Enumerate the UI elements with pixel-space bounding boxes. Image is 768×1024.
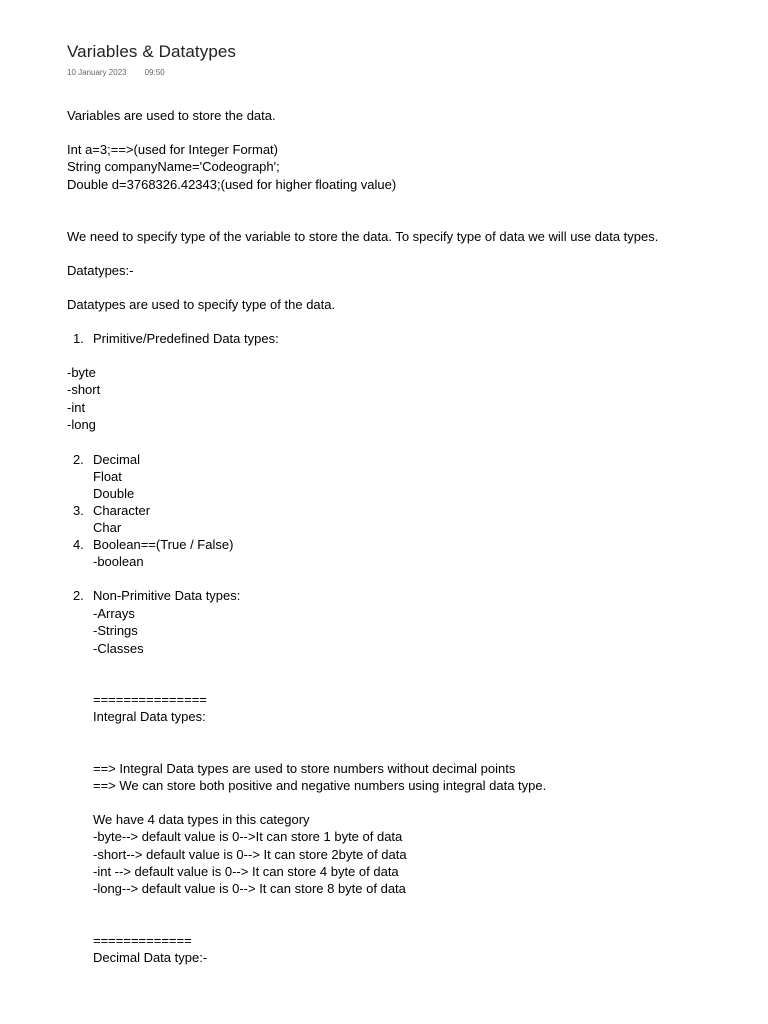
example-double: Double d=3768326.42343;(used for higher floating value): [67, 177, 397, 192]
example-int: Int a=3;==>(used for Integer Format): [67, 142, 279, 157]
separator: =============: [93, 933, 192, 948]
specify-type-text: We need to specify type of the variable to store the data. To specify type of data we will use data types.: [67, 229, 659, 244]
type-char: Char: [93, 520, 122, 535]
integral-description: ==> Integral Data types are used to store numbers without decimal points: [93, 761, 516, 776]
type-double: Double: [93, 486, 135, 501]
type-byte: -byte: [67, 365, 96, 380]
datatypes-heading: Datatypes:-: [67, 263, 134, 278]
intro-text: Variables are used to store the data.: [67, 108, 276, 123]
note-title[interactable]: Variables & Datatypes: [67, 42, 237, 61]
byte-info: -byte--> default value is 0-->It can store 1 byte of data: [93, 829, 403, 844]
datatypes-definition: Datatypes are used to specify type of the data.: [67, 297, 336, 312]
list-number: 4.: [73, 537, 84, 552]
long-info: -long--> default value is 0--> It can store 8 byte of data: [93, 881, 406, 896]
category-count: We have 4 data types in this category: [93, 812, 310, 827]
list-number: 2.: [73, 588, 84, 603]
type-boolean: -boolean: [93, 554, 144, 569]
example-string: String companyName='Codeograph';: [67, 159, 280, 174]
list-item-non-primitive: Non-Primitive Data types:: [93, 588, 241, 603]
type-int: -int: [67, 400, 86, 415]
list-item-decimal: Decimal: [93, 452, 140, 467]
note-date: 10 January 2023: [67, 68, 127, 77]
decimal-heading: Decimal Data type:-: [93, 950, 208, 965]
type-arrays: -Arrays: [93, 606, 135, 621]
int-info: -int --> default value is 0--> It can store 4 byte of data: [93, 864, 399, 879]
list-number: 2.: [73, 452, 84, 467]
type-float: Float: [93, 469, 122, 484]
type-classes: -Classes: [93, 641, 144, 656]
integral-heading: Integral Data types:: [93, 709, 206, 724]
type-long: -long: [67, 417, 96, 432]
type-strings: -Strings: [93, 623, 138, 638]
type-short: -short: [67, 382, 101, 397]
short-info: -short--> default value is 0--> It can store 2byte of data: [93, 847, 407, 862]
separator: ===============: [93, 692, 207, 707]
list-number: 1.: [73, 331, 84, 346]
list-item-character: Character: [93, 503, 151, 518]
list-item-primitive: Primitive/Predefined Data types:: [93, 331, 279, 346]
note-meta: [67, 68, 165, 77]
list-item-boolean: Boolean==(True / False): [93, 537, 234, 552]
note-time: 09:50: [144, 68, 165, 77]
integral-description: ==> We can store both positive and negative numbers using integral data type.: [93, 778, 547, 793]
list-number: 3.: [73, 503, 84, 518]
